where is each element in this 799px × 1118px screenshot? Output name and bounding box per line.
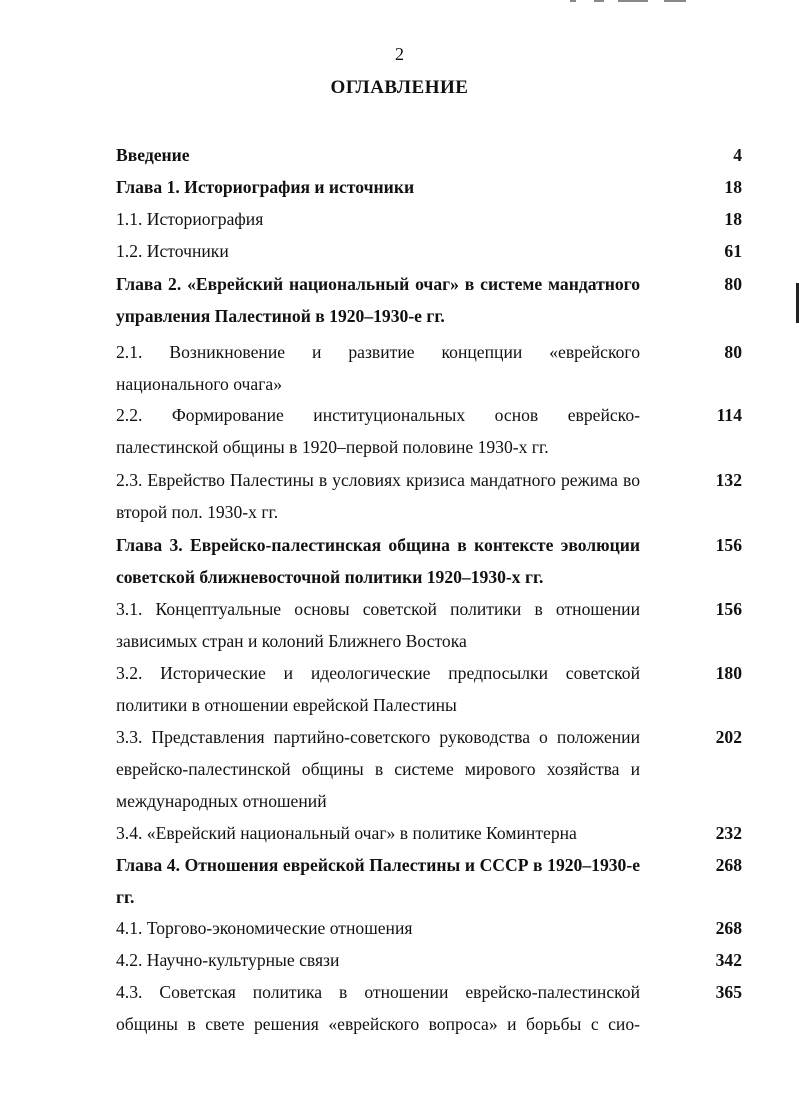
toc-entry-title: 1.2. Источники bbox=[116, 241, 229, 261]
toc-entry-page: 61 bbox=[724, 241, 742, 261]
toc-entry-title: 3.3. Представления партийно-советского руководства о положении еврейско-палестинской общины в системе мирового хозяйства и международных отношений bbox=[116, 727, 640, 811]
toc-entry-page: 80 bbox=[724, 274, 742, 294]
toc-entry-title: 4.1. Торгово-экономические отношения bbox=[116, 918, 413, 938]
toc-entry-page: 80 bbox=[724, 342, 742, 362]
toc-entry-page: 114 bbox=[716, 405, 742, 425]
toc-entry-page: 156 bbox=[715, 535, 742, 555]
toc-entry-title: 2.1. Возникновение и развитие концепции «еврейского национального очага» bbox=[116, 342, 640, 394]
toc-entry-title: 3.4. «Еврейский национальный очаг» в политике Коминтерна bbox=[116, 823, 577, 843]
toc-entry-page: 268 bbox=[715, 855, 742, 875]
toc-entry-title: 3.2. Исторические и идеологические предпосылки советской политики в отношении еврейской Палестины bbox=[116, 663, 640, 715]
toc-entry-page: 180 bbox=[715, 663, 742, 683]
toc-entry-title: 3.1. Концептуальные основы советской политики в отношении зависимых стран и колоний Ближнего Востока bbox=[116, 599, 640, 651]
toc-entry-page: 365 bbox=[715, 982, 742, 1002]
page-number: 2 bbox=[395, 44, 404, 64]
toc-entry-page: 202 bbox=[715, 727, 742, 747]
toc-entry-title: 1.1. Историография bbox=[116, 209, 264, 229]
toc-entry-page: 4 bbox=[733, 145, 742, 165]
toc-entry-page: 156 bbox=[715, 599, 742, 619]
toc-entry-title: 4.2. Научно-культурные связи bbox=[116, 950, 340, 970]
toc-entry-page: 268 bbox=[715, 918, 742, 938]
toc-entry-page: 18 bbox=[724, 209, 742, 229]
toc-entry-title: 2.2. Формирование институциональных основ еврейско-палестинской общины в 1920–первой половине 1930-х гг. bbox=[116, 405, 640, 457]
toc-entry-title: Введение bbox=[116, 145, 190, 165]
toc-entry-page: 132 bbox=[715, 470, 742, 490]
toc-entry-title: Глава 4. Отношения еврейской Палестины и СССР в 1920–1930-е гг. bbox=[116, 855, 640, 907]
toc-entry-title: 4.3. Советская политика в отношении еврейско-палестинской общины в свете решения «еврейского вопроса» и борьбы с сио- bbox=[116, 982, 640, 1034]
toc-entry-title: 2.3. Еврейство Палестины в условиях кризиса мандатного режима во второй пол. 1930-х гг. bbox=[116, 470, 640, 522]
toc-entry-page: 342 bbox=[715, 950, 742, 970]
toc-entry-page: 18 bbox=[724, 177, 742, 197]
toc-entry-title: Глава 2. «Еврейский национальный очаг» в системе мандатного управления Палестиной в 1920–1930-е гг. bbox=[116, 274, 640, 326]
toc-entry-title: Глава 1. Историография и источники bbox=[116, 177, 415, 197]
toc-entry-page: 232 bbox=[715, 823, 742, 843]
toc-entry-title: Глава 3. Еврейско-палестинская община в контексте эволюции советской ближневосточной политики 1920–1930-х гг. bbox=[116, 535, 640, 587]
page-title: ОГЛАВЛЕНИЕ bbox=[330, 77, 469, 98]
